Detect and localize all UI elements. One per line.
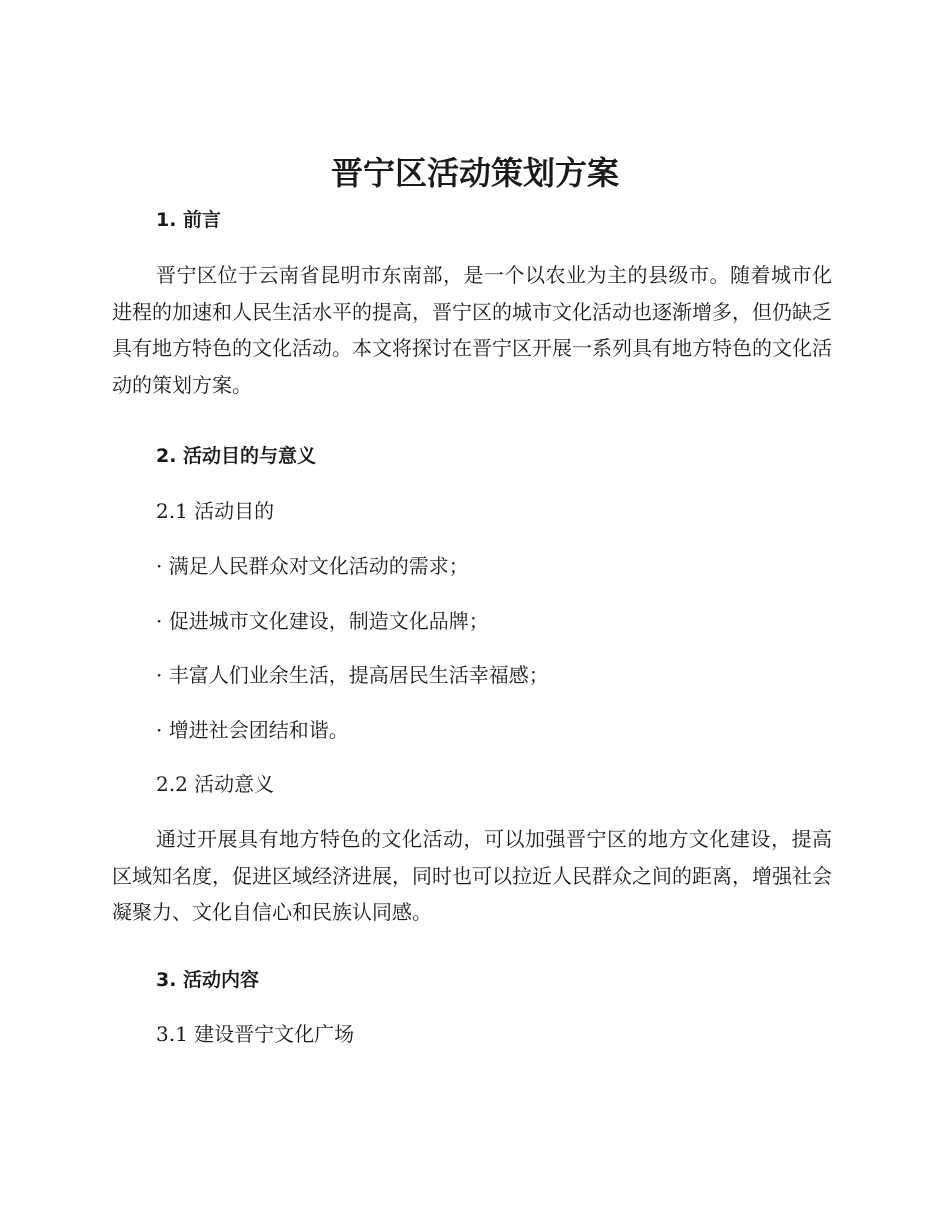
significance-paragraph: 通过开展具有地方特色的文化活动，可以加强晋宁区的地方文化建设，提高区域知名度，促进区域经济进展，同时也可以拉近人民群众之间的距离，增强社会凝聚力、文化自信心和民族认同感。: [112, 827, 832, 924]
list-item: · 增进社会团结和谐。: [156, 718, 349, 742]
document-title: 晋宁区活动策划方案: [330, 154, 619, 192]
list-item: · 丰富人们业余生活，提高居民生活幸福感；: [156, 663, 549, 687]
section-heading-purpose-significance: 2. 活动目的与意义: [156, 445, 317, 467]
section-heading-content: 3. 活动内容: [156, 969, 260, 991]
list-item: · 满足人民群众对文化活动的需求；: [156, 554, 469, 578]
list-item: · 促进城市文化建设，制造文化品牌；: [156, 609, 489, 633]
subsection-heading-culture-square: 3.1 建设晋宁文化广场: [156, 1022, 355, 1046]
subsection-heading-significance: 2.2 活动意义: [156, 772, 275, 796]
subsection-heading-purpose: 2.1 活动目的: [156, 499, 275, 523]
preface-paragraph: 晋宁区位于云南省昆明市东南部，是一个以农业为主的县级市。随着城市化进程的加速和人民生活水平的提高，晋宁区的城市文化活动也逐渐增多，但仍缺乏具有地方特色的文化活动。本文将探讨在晋宁区开展一系列具有地方特色的文化活动的策划方案。: [112, 263, 832, 397]
section-heading-preface: 1. 前言: [156, 209, 222, 231]
